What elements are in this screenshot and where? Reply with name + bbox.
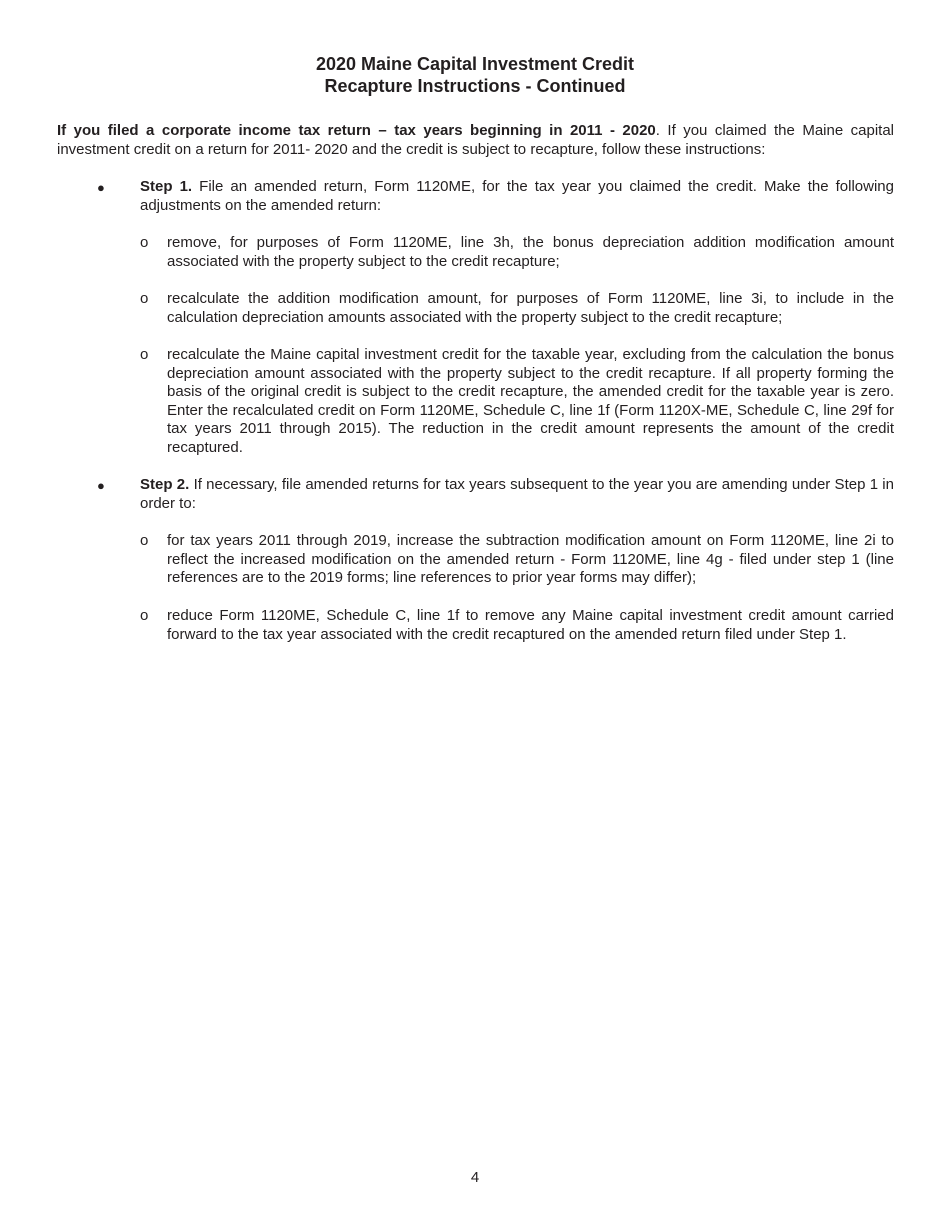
page-title: 2020 Maine Capital Investment Credit [315,54,635,74]
intro-bold-lead: If you filed a corporate income tax return – tax years beginning in 2011 - 2020 [57,122,656,139]
step-1-text: File an amended return, Form 1120ME, for the tax year you claimed the credit. Make the following adjustments on the amended return: [140,178,894,214]
step-2-subitem-2: reduce Form 1120ME, Schedule C, line 1f to remove any Maine capital investment credit amount carried forward to the tax year associated with the credit recaptured on the amended return filed under Step 1. [167,607,894,643]
step-1-paragraph [140,178,894,215]
page-subtitle: Recapture Instructions - Continued [324,76,626,96]
step-1-subitem-1: remove, for purposes of Form 1120ME, line 3h, the bonus depreciation addition modification amount associated with the property subject to the credit recapture; [167,234,894,270]
intro-paragraph [57,122,894,159]
step-1-label: Step 1. [140,178,193,195]
step-2-subitem-1: for tax years 2011 through 2019, increase the subtraction modification amount on Form 1120ME, line 2i to reflect the increased modification on the amended return - Form 1120ME, line 4g - filed under step 1 (line references are to the 2019 forms; line references to prior year forms may differ); [167,532,894,587]
step-1-subitem-1-marker: o [140,234,149,251]
intro-text: . If you claimed the Maine capital investment credit on a return for 2011- 2020 and the credit is subject to recapture, follow these instructions: [57,122,894,158]
step-1-subitem-3-marker: o [140,346,149,363]
page-number: 4 [470,1169,480,1186]
step-1-subitem-2-marker: o [140,290,149,307]
step-2-paragraph [140,476,894,513]
step-2-bullet: ● [97,478,105,493]
step-2-subitem-1-marker: o [140,532,149,549]
step-1-bullet: ● [97,180,105,195]
step-2-label: Step 2. [140,476,190,493]
step-2-text: If necessary, file amended returns for tax years subsequent to the year you are amending under Step 1 in order to: [140,476,894,512]
step-1-subitem-2: recalculate the addition modification amount, for purposes of Form 1120ME, line 3i, to include in the calculation depreciation amounts associated with the property subject to the credit recapture; [167,290,894,326]
step-1-subitem-3: recalculate the Maine capital investment credit for the taxable year, excluding from the calculation the bonus depreciation amount associated with the property subject to the credit recapture. If all property forming the basis of the original credit is subject to the credit recapture, the amended credit for the taxable year is zero. Enter the recalculated credit on Form 1120ME, Schedule C, line 1f (Form 1120X-ME, Schedule C, line 29f for tax years 2011 through 2015). The reduction in the credit amount represents the amount of the credit recaptured. [167,346,894,456]
step-2-subitem-2-marker: o [140,607,149,624]
